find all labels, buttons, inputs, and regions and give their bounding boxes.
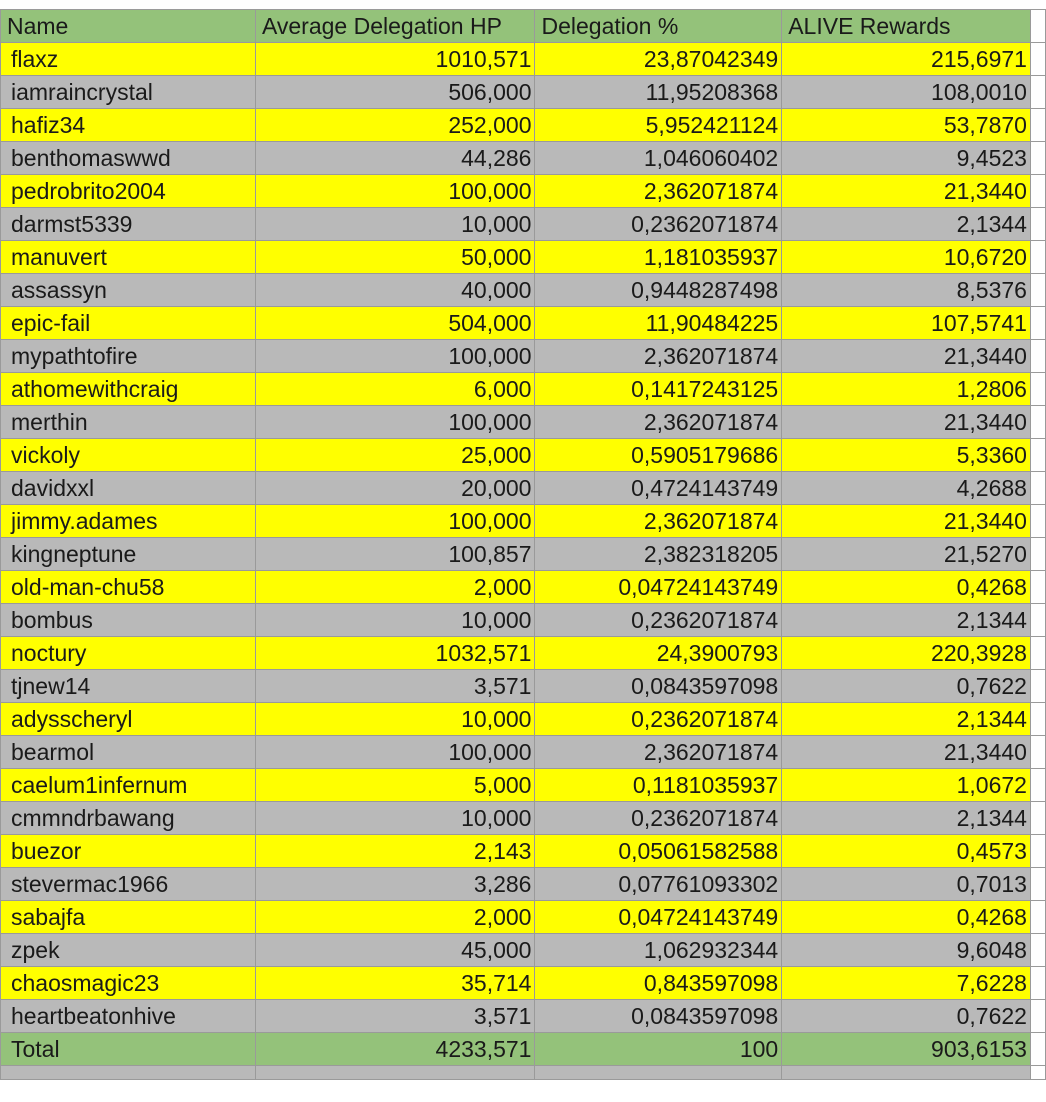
cell-pct[interactable]: 11,90484225 (535, 307, 782, 340)
cell-name[interactable]: cmmndrbawang (1, 802, 256, 835)
cell-hp[interactable]: 10,000 (255, 703, 535, 736)
gutter-cell (1030, 76, 1045, 109)
table-row (1, 142, 1046, 175)
gutter-cell (1030, 142, 1045, 175)
gutter-cell (1030, 703, 1045, 736)
gutter-cell (1030, 538, 1045, 571)
cell-name[interactable]: bearmol (1, 736, 256, 769)
cell-pct[interactable]: 0,05061582588 (535, 835, 782, 868)
cell-name[interactable]: assassyn (1, 274, 256, 307)
cell-hp[interactable]: 2,000 (255, 571, 535, 604)
empty-cell[interactable] (535, 1066, 782, 1080)
table-row (1, 703, 1046, 736)
cell-pct[interactable]: 0,1417243125 (535, 373, 782, 406)
gutter-cell (1030, 241, 1045, 274)
cell-hp[interactable]: 3,571 (255, 670, 535, 703)
empty-row (1, 1066, 1046, 1080)
cell-name[interactable]: darmst5339 (1, 208, 256, 241)
table-row (1, 439, 1046, 472)
cell-pct[interactable]: 2,362071874 (535, 505, 782, 538)
gutter-cell (1030, 340, 1045, 373)
cell-name[interactable]: flaxz (1, 43, 256, 76)
empty-cell[interactable] (782, 1066, 1031, 1080)
table-row (1, 901, 1046, 934)
total-cell-reward[interactable]: 903,6153 (782, 1033, 1031, 1066)
cell-pct[interactable]: 0,0843597098 (535, 1000, 782, 1033)
table-row (1, 835, 1046, 868)
header-row (1, 10, 1046, 43)
cell-pct[interactable]: 5,952421124 (535, 109, 782, 142)
cell-reward[interactable]: 0,4268 (782, 901, 1031, 934)
cell-reward[interactable]: 5,3360 (782, 439, 1031, 472)
table-row (1, 472, 1046, 505)
cell-name[interactable]: davidxxl (1, 472, 256, 505)
cell-hp[interactable]: 2,000 (255, 901, 535, 934)
table-row (1, 604, 1046, 637)
cell-reward[interactable]: 21,3440 (782, 340, 1031, 373)
gutter-cell (1030, 505, 1045, 538)
cell-reward[interactable]: 9,6048 (782, 934, 1031, 967)
gutter-cell (1030, 307, 1045, 340)
table-row (1, 538, 1046, 571)
cell-pct[interactable]: 0,04724143749 (535, 571, 782, 604)
cell-name[interactable]: athomewithcraig (1, 373, 256, 406)
cell-hp[interactable]: 50,000 (255, 241, 535, 274)
cell-pct[interactable]: 0,0843597098 (535, 670, 782, 703)
gutter-cell (1030, 1000, 1045, 1033)
cell-name[interactable]: merthin (1, 406, 256, 439)
gutter-cell (1030, 1066, 1045, 1080)
cell-pct[interactable]: 0,07761093302 (535, 868, 782, 901)
table-row (1, 736, 1046, 769)
cell-name[interactable]: caelum1infernum (1, 769, 256, 802)
gutter-cell (1030, 373, 1045, 406)
total-cell-pct[interactable]: 100 (535, 1033, 782, 1066)
cell-name[interactable]: iamraincrystal (1, 76, 256, 109)
cell-hp[interactable]: 44,286 (255, 142, 535, 175)
cell-reward[interactable]: 1,0672 (782, 769, 1031, 802)
cell-name[interactable]: noctury (1, 637, 256, 670)
cell-name[interactable]: bombus (1, 604, 256, 637)
cell-pct[interactable]: 1,046060402 (535, 142, 782, 175)
cell-reward[interactable]: 21,5270 (782, 538, 1031, 571)
gutter-cell (1030, 571, 1045, 604)
cell-name[interactable]: epic-fail (1, 307, 256, 340)
cell-reward[interactable]: 2,1344 (782, 802, 1031, 835)
cell-name[interactable]: tjnew14 (1, 670, 256, 703)
cell-pct[interactable]: 23,87042349 (535, 43, 782, 76)
cell-reward[interactable]: 10,6720 (782, 241, 1031, 274)
cell-reward[interactable]: 0,7622 (782, 670, 1031, 703)
table-row (1, 109, 1046, 142)
gutter-cell (1030, 670, 1045, 703)
gutter-cell (1030, 637, 1045, 670)
table-row (1, 505, 1046, 538)
cell-pct[interactable]: 0,843597098 (535, 967, 782, 1000)
cell-name[interactable]: stevermac1966 (1, 868, 256, 901)
cell-reward[interactable]: 4,2688 (782, 472, 1031, 505)
gutter-cell (1030, 43, 1045, 76)
cell-name[interactable]: vickoly (1, 439, 256, 472)
cell-pct[interactable]: 0,1181035937 (535, 769, 782, 802)
cell-hp[interactable]: 100,000 (255, 175, 535, 208)
gutter-cell (1030, 802, 1045, 835)
cell-reward[interactable]: 215,6971 (782, 43, 1031, 76)
table-row (1, 274, 1046, 307)
cell-reward[interactable]: 0,4268 (782, 571, 1031, 604)
cell-hp[interactable]: 2,143 (255, 835, 535, 868)
cell-reward[interactable]: 1,2806 (782, 373, 1031, 406)
cell-hp[interactable]: 506,000 (255, 76, 535, 109)
gutter-cell (1030, 472, 1045, 505)
cell-hp[interactable]: 504,000 (255, 307, 535, 340)
gutter-cell (1030, 769, 1045, 802)
gutter-cell (1030, 208, 1045, 241)
cell-name[interactable]: pedrobrito2004 (1, 175, 256, 208)
cell-name[interactable]: buezor (1, 835, 256, 868)
cell-pct[interactable]: 11,95208368 (535, 76, 782, 109)
cell-reward[interactable]: 107,5741 (782, 307, 1031, 340)
cell-pct[interactable]: 2,362071874 (535, 406, 782, 439)
cell-name[interactable]: zpek (1, 934, 256, 967)
cell-reward[interactable]: 21,3440 (782, 175, 1031, 208)
cell-reward[interactable]: 7,6228 (782, 967, 1031, 1000)
cell-pct[interactable]: 0,2362071874 (535, 703, 782, 736)
cell-reward[interactable]: 108,0010 (782, 76, 1031, 109)
cell-pct[interactable]: 2,362071874 (535, 340, 782, 373)
cell-hp[interactable]: 10,000 (255, 208, 535, 241)
table-row (1, 868, 1046, 901)
cell-hp[interactable]: 5,000 (255, 769, 535, 802)
cell-reward[interactable]: 220,3928 (782, 637, 1031, 670)
cell-reward[interactable]: 2,1344 (782, 703, 1031, 736)
cell-reward[interactable]: 2,1344 (782, 604, 1031, 637)
table-row (1, 670, 1046, 703)
cell-hp[interactable]: 40,000 (255, 274, 535, 307)
cell-pct[interactable]: 0,2362071874 (535, 802, 782, 835)
cell-name[interactable]: jimmy.adames (1, 505, 256, 538)
table-row (1, 967, 1046, 1000)
cell-pct[interactable]: 2,382318205 (535, 538, 782, 571)
header-cell-reward[interactable]: ALIVE Rewards (782, 10, 1031, 43)
cell-pct[interactable]: 24,3900793 (535, 637, 782, 670)
table-row (1, 241, 1046, 274)
cell-hp[interactable]: 100,000 (255, 406, 535, 439)
delegation-table (0, 9, 1046, 1080)
cell-hp[interactable]: 25,000 (255, 439, 535, 472)
cell-hp[interactable]: 3,286 (255, 868, 535, 901)
header-cell-name[interactable]: Name (1, 10, 256, 43)
cell-name[interactable]: benthomaswwd (1, 142, 256, 175)
cell-hp[interactable]: 252,000 (255, 109, 535, 142)
gutter-cell (1030, 175, 1045, 208)
cell-pct[interactable]: 0,2362071874 (535, 208, 782, 241)
cell-hp[interactable]: 10,000 (255, 802, 535, 835)
cell-name[interactable]: heartbeatonhive (1, 1000, 256, 1033)
header-cell-pct[interactable]: Delegation % (535, 10, 782, 43)
gutter-cell (1030, 274, 1045, 307)
cell-pct[interactable]: 2,362071874 (535, 736, 782, 769)
cell-reward[interactable]: 21,3440 (782, 736, 1031, 769)
cell-reward[interactable]: 0,7013 (782, 868, 1031, 901)
total-cell-hp[interactable]: 4233,571 (255, 1033, 535, 1066)
gutter-cell (1030, 934, 1045, 967)
cell-hp[interactable]: 100,857 (255, 538, 535, 571)
gutter-cell (1030, 109, 1045, 142)
header-cell-hp[interactable]: Average Delegation HP (255, 10, 535, 43)
table-row (1, 208, 1046, 241)
cell-name[interactable]: old-man-chu58 (1, 571, 256, 604)
gutter-cell (1030, 967, 1045, 1000)
cell-pct[interactable]: 0,9448287498 (535, 274, 782, 307)
table-row (1, 373, 1046, 406)
gutter-cell (1030, 736, 1045, 769)
cell-name[interactable]: manuvert (1, 241, 256, 274)
cell-hp[interactable]: 1010,571 (255, 43, 535, 76)
gutter-cell (1030, 439, 1045, 472)
cell-reward[interactable]: 2,1344 (782, 208, 1031, 241)
cell-name[interactable]: mypathtofire (1, 340, 256, 373)
cell-pct[interactable]: 0,4724143749 (535, 472, 782, 505)
gutter-cell (1030, 835, 1045, 868)
gutter-cell (1030, 406, 1045, 439)
cell-hp[interactable]: 1032,571 (255, 637, 535, 670)
cell-reward[interactable]: 8,5376 (782, 274, 1031, 307)
cell-name[interactable]: chaosmagic23 (1, 967, 256, 1000)
table-row (1, 769, 1046, 802)
cell-name[interactable]: kingneptune (1, 538, 256, 571)
cell-hp[interactable]: 100,000 (255, 505, 535, 538)
gutter-cell (1030, 1033, 1045, 1066)
cell-reward[interactable]: 0,7622 (782, 1000, 1031, 1033)
cell-reward[interactable]: 9,4523 (782, 142, 1031, 175)
table-row (1, 43, 1046, 76)
table-row (1, 340, 1046, 373)
total-row (1, 1033, 1046, 1066)
gutter-cell (1030, 901, 1045, 934)
cell-reward[interactable]: 21,3440 (782, 406, 1031, 439)
cell-pct[interactable]: 0,04724143749 (535, 901, 782, 934)
cell-hp[interactable]: 100,000 (255, 340, 535, 373)
cell-pct[interactable]: 1,062932344 (535, 934, 782, 967)
gutter-cell (1030, 868, 1045, 901)
cell-pct[interactable]: 0,2362071874 (535, 604, 782, 637)
cell-hp[interactable]: 20,000 (255, 472, 535, 505)
table-row (1, 637, 1046, 670)
cell-hp[interactable]: 10,000 (255, 604, 535, 637)
cell-hp[interactable]: 3,571 (255, 1000, 535, 1033)
cell-hp[interactable]: 45,000 (255, 934, 535, 967)
cell-hp[interactable]: 35,714 (255, 967, 535, 1000)
cell-reward[interactable]: 53,7870 (782, 109, 1031, 142)
table-row (1, 802, 1046, 835)
gutter-cell (1030, 10, 1045, 43)
table-row (1, 307, 1046, 340)
cell-reward[interactable]: 0,4573 (782, 835, 1031, 868)
cell-hp[interactable]: 6,000 (255, 373, 535, 406)
total-cell-name[interactable]: Total (1, 1033, 256, 1066)
table-row (1, 1000, 1046, 1033)
cell-name[interactable]: hafiz34 (1, 109, 256, 142)
table-row (1, 175, 1046, 208)
cell-pct[interactable]: 0,5905179686 (535, 439, 782, 472)
cell-pct[interactable]: 2,362071874 (535, 175, 782, 208)
cell-name[interactable]: sabajfa (1, 901, 256, 934)
empty-cell[interactable] (1, 1066, 256, 1080)
table-row (1, 406, 1046, 439)
empty-cell[interactable] (255, 1066, 535, 1080)
table-row (1, 571, 1046, 604)
gutter-cell (1030, 604, 1045, 637)
cell-hp[interactable]: 100,000 (255, 736, 535, 769)
cell-pct[interactable]: 1,181035937 (535, 241, 782, 274)
cell-reward[interactable]: 21,3440 (782, 505, 1031, 538)
cell-name[interactable]: adysscheryl (1, 703, 256, 736)
table-row (1, 76, 1046, 109)
table-row (1, 934, 1046, 967)
